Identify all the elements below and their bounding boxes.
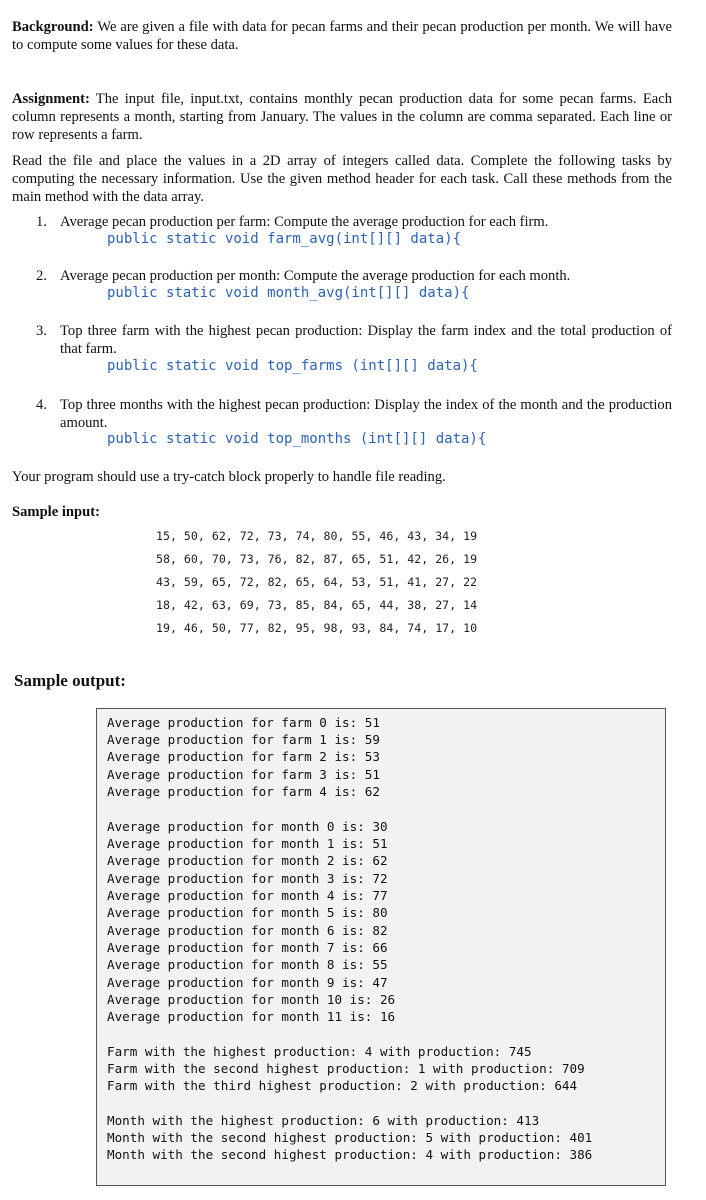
- output-line: Average production for month 7 is: 66: [107, 940, 388, 955]
- output-line: Average production for month 6 is: 82: [107, 923, 388, 938]
- assignment-label: Assignment:: [12, 91, 90, 107]
- sample-input-heading: Sample input:: [12, 504, 100, 520]
- output-line: Average production for month 0 is: 30: [107, 819, 388, 834]
- sample-output-box: [96, 708, 666, 1186]
- output-line: Average production for month 4 is: 77: [107, 888, 388, 903]
- assignment-text: The input file, input.txt, contains monthly pecan production data for some pecan farms. Each column represents a month, starting from January. The values in the column are comma separated. Each line or row represents a farm.: [12, 91, 672, 143]
- try-catch-note: Your program should use a try-catch block properly to handle file reading.: [12, 469, 446, 485]
- output-line: Farm with the highest production: 4 with production: 745: [107, 1044, 532, 1059]
- output-line: Average production for farm 3 is: 51: [107, 767, 380, 782]
- background-label: Background:: [12, 19, 94, 35]
- output-line: Average production for month 11 is: 16: [107, 1009, 396, 1024]
- method-header-farm-avg: public static void farm_avg(int[][] data){: [107, 231, 462, 247]
- output-line: Average production for month 8 is: 55: [107, 957, 388, 972]
- background-paragraph: [12, 18, 672, 54]
- task-text: Average pecan production per month: Compute the average production for each month.: [60, 268, 571, 284]
- output-line: Average production for month 1 is: 51: [107, 836, 388, 851]
- input-line: 19, 46, 50, 77, 82, 95, 98, 93, 84, 74, 17, 10: [156, 621, 478, 635]
- method-header-month-avg: public static void month_avg(int[][] data){: [107, 285, 470, 301]
- output-line: Farm with the second highest production: 1 with production: 709: [107, 1061, 585, 1076]
- output-line: Average production for month 9 is: 47: [107, 975, 388, 990]
- input-line: 58, 60, 70, 73, 76, 82, 87, 65, 51, 42, 26, 19: [156, 552, 478, 566]
- output-line: Average production for farm 1 is: 59: [107, 732, 380, 747]
- background-text: We are given a file with data for pecan farms and their pecan production per month. We will have to compute some values for these data.: [12, 19, 672, 53]
- task-number: 2.: [36, 268, 47, 284]
- task-item-1: [36, 213, 672, 231]
- method-header-top-months: public static void top_months (int[][] data){: [107, 431, 487, 447]
- input-line: 15, 50, 62, 72, 73, 74, 80, 55, 46, 43, 34, 19: [156, 529, 478, 543]
- task-text: Top three months with the highest pecan production: Display the index of the month and the production amount.: [60, 397, 672, 431]
- output-line: Month with the second highest production: 5 with production: 401: [107, 1130, 593, 1145]
- task-item-4: [36, 396, 672, 432]
- sample-output-heading: Sample output:: [14, 671, 126, 690]
- task-item-2: [36, 267, 672, 285]
- output-line: Average production for farm 2 is: 53: [107, 749, 380, 764]
- input-line: 43, 59, 65, 72, 82, 65, 64, 53, 51, 41, 27, 22: [156, 575, 478, 589]
- output-line: Average production for month 10 is: 26: [107, 992, 396, 1007]
- task-number: 1.: [36, 214, 47, 230]
- output-line: Average production for month 5 is: 80: [107, 905, 388, 920]
- input-line: 18, 42, 63, 69, 73, 85, 84, 65, 44, 38, 27, 14: [156, 598, 478, 612]
- task-item-3: [36, 322, 672, 358]
- task-text: Top three farm with the highest pecan production: Display the farm index and the total production of that farm.: [60, 323, 672, 357]
- output-line: Average production for farm 0 is: 51: [107, 715, 380, 730]
- instructions-paragraph: Read the file and place the values in a 2D array of integers called data. Complete the following tasks by computing the necessary information. Use the given method header for each task. Call these methods from the main method with the data array.: [12, 153, 672, 205]
- output-line: Average production for farm 4 is: 62: [107, 784, 380, 799]
- method-header-top-farms: public static void top_farms (int[][] data){: [107, 358, 478, 374]
- output-line: Farm with the third highest production: 2 with production: 644: [107, 1078, 578, 1093]
- output-line: Average production for month 3 is: 72: [107, 871, 388, 886]
- assignment-paragraph: [12, 90, 672, 144]
- task-number: 3.: [36, 323, 47, 339]
- output-line: Month with the highest production: 6 with production: 413: [107, 1113, 540, 1128]
- output-line: Month with the second highest production: 4 with production: 386: [107, 1147, 593, 1162]
- task-number: 4.: [36, 397, 47, 413]
- task-text: Average pecan production per farm: Compute the average production for each firm.: [60, 214, 549, 230]
- output-line: Average production for month 2 is: 62: [107, 853, 388, 868]
